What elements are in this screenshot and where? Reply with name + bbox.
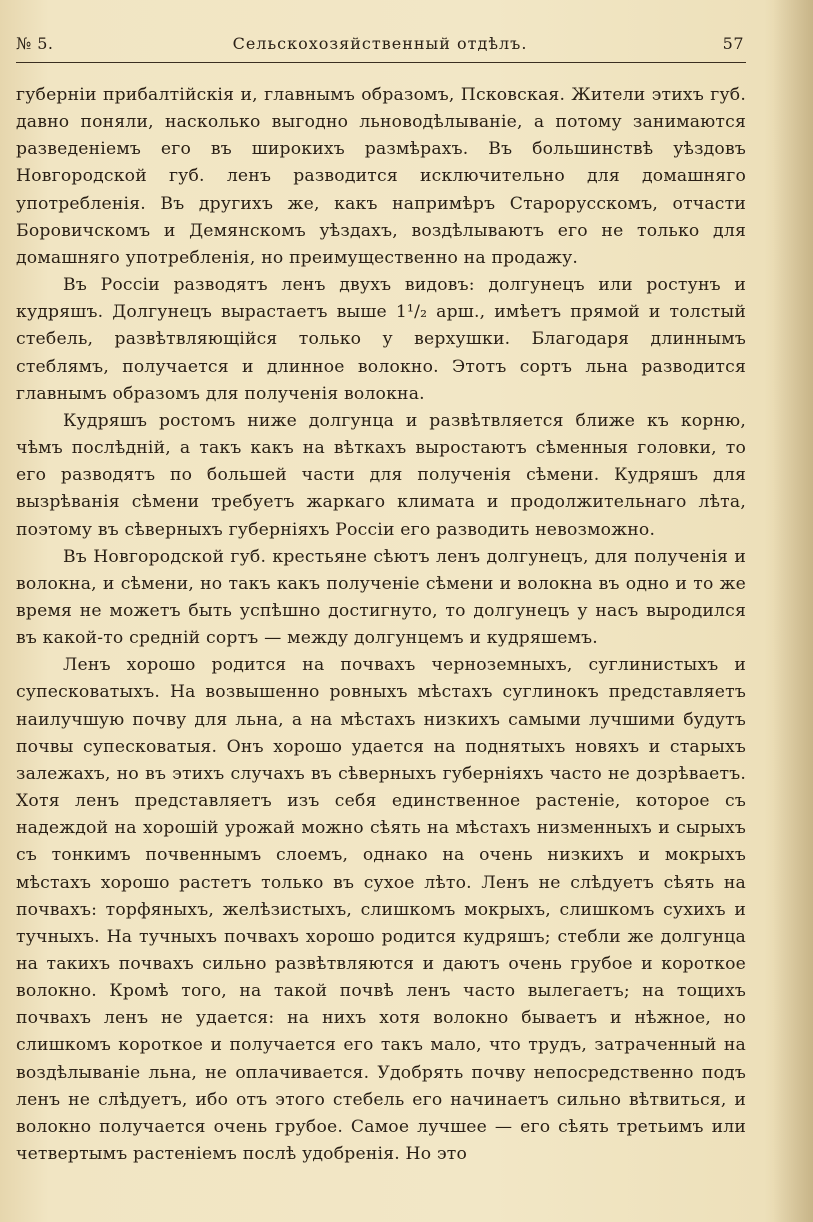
running-header xyxy=(16,34,744,58)
section-title: Сельскохозяйственный отдѣлъ. xyxy=(232,34,528,53)
paragraph-3: Кудряшъ ростомъ ниже долгунца и развѣтвляется ближе къ корню, чѣмъ послѣдній, а такъ какъ на вѣткахъ выростаютъ сѣменныя головки, то его разводятъ по большей части для полученія сѣмени. Кудряшъ для вызрѣванія сѣмени требуетъ жаркаго климата и продолжительнаго лѣта, поэтому въ сѣверныхъ губерніяхъ Россіи его разводить невозможно. xyxy=(16,410,746,540)
paragraph-2: Въ Россіи разводятъ ленъ двухъ видовъ: долгунецъ или ростунъ и кудряшъ. Долгунецъ вырастаетъ выше 1¹/₂ арш., имѣетъ прямой и толстый стебель, развѣтвляющійся только у верхушки. Благодаря длиннымъ стеблямъ, получается и длинное волокно. Этотъ сортъ льна разводится главнымъ образомъ для полученія волокна. xyxy=(16,275,746,404)
page-number: 57 xyxy=(722,34,744,53)
paragraph-4: Въ Новгородской губ. крестьяне сѣютъ ленъ долгунецъ, для полученія и волокна, и сѣмени, но такъ какъ полученіе сѣмени и волокна въ одно и то же время не можетъ быть успѣшно достигнуто, то долгунецъ у насъ выродился въ какой-то средній сортъ — между долгунцемъ и кудряшемъ. xyxy=(16,546,746,649)
page-edge-shadow xyxy=(773,0,813,1222)
paragraph-1: губерніи прибалтійскія и, главнымъ образомъ, Псковская. Жители этихъ губ. давно поняли, насколько выгодно льноводѣлываніе, а потому занимаются разведеніемъ его въ широкихъ размѣрахъ. Въ большинствѣ уѣздовъ Новгородской губ. ленъ разводится исключительно для домашняго употребленія. Въ другихъ же, какъ напримѣръ Старорусскомъ, отчасти Боровичскомъ и Демянскомъ уѣздахъ, воздѣлываютъ его не только для домашняго употребленія, но преимущественно на продажу. xyxy=(16,85,746,268)
header-rule xyxy=(16,62,746,63)
issue-number: № 5. xyxy=(16,34,54,53)
paragraph-5: Ленъ хорошо родится на почвахъ черноземныхъ, суглинистыхъ и супесковатыхъ. На возвышенно ровныхъ мѣстахъ суглинокъ представляетъ наилучшую почву для льна, а на мѣстахъ низкихъ самыми лучшими будутъ почвы супесковатыя. Онъ хорошо удается на поднятыхъ новяхъ и старыхъ залежахъ, но въ этихъ случахъ въ сѣверныхъ губерніяхъ часто не дозрѣваетъ. Хотя ленъ представляетъ изъ себя единственное растеніе, которое съ надеждой на хорошій урожай можно сѣять на мѣстахъ низменныхъ и сырыхъ съ тонкимъ почвеннымъ слоемъ, однако на очень низкихъ и мокрыхъ мѣстахъ хорошо растетъ только въ сухое лѣто. Ленъ не слѣдуетъ сѣять на почвахъ: торфяныхъ, желѣзистыхъ, слишкомъ мокрыхъ, слишкомъ сухихъ и тучныхъ. На тучныхъ почвахъ хорошо родится кудряшъ; стебли же долгунца на такихъ почвахъ сильно развѣтвляются и даютъ очень грубое и короткое волокно. Кромѣ того, на такой почвѣ ленъ часто вылегаетъ; на тощихъ почвахъ ленъ не удается: на нихъ хотя волокно бываетъ и нѣжное, но слишкомъ короткое и получается его такъ мало, что трудъ, затраченный на воздѣлываніе льна, не оплачивается. Удобрять почву непосредственно подъ ленъ не слѣдуетъ, ибо отъ этого стебель его начинаетъ сильно вѣтвиться, и волокно получается очень грубое. Самое лучшее — его сѣять третьимъ или четвертымъ растеніемъ послѣ удобренія. Но это xyxy=(16,655,746,1165)
body-text xyxy=(16,82,746,1168)
